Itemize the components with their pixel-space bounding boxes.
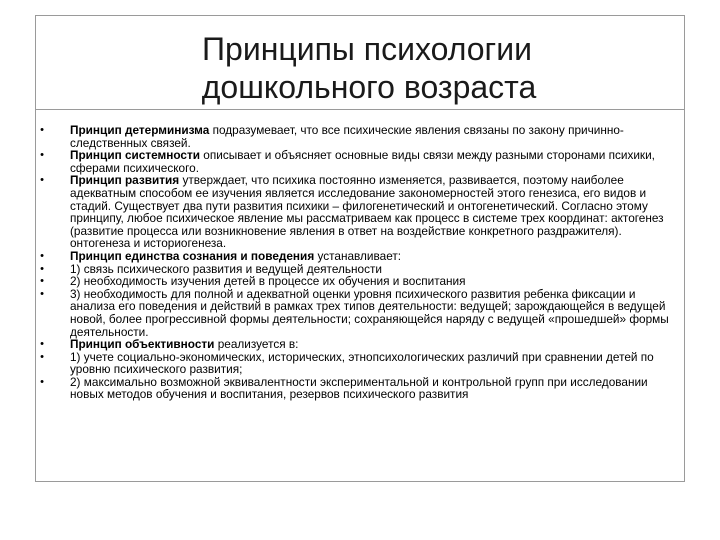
bullet-icon: • — [40, 249, 44, 262]
principle-term: Принцип объективности — [70, 337, 215, 352]
list-item — [36, 174, 676, 250]
bullet-icon: • — [40, 149, 44, 162]
list-item — [36, 149, 676, 174]
principle-text: 1) учете социально-экономических, исторических, этнопсихологических различий при сравнении детей по уровню психического развития; — [70, 349, 654, 377]
principles-list — [36, 124, 676, 401]
principle-text: 2) максимально возможной эквивалентности экспериментальной и контрольной групп при исследовании новых методов обучения и воспитания, резервов психического развития — [70, 374, 648, 402]
principle-term: Принцип системности — [70, 148, 201, 163]
principle-text: 2) необходимость изучения детей в процессе их обучения и воспитания — [70, 274, 466, 289]
bullet-icon: • — [40, 124, 44, 136]
bullet-icon: • — [40, 287, 44, 300]
list-item — [36, 351, 676, 376]
bullet-icon: • — [40, 375, 44, 388]
principle-text: 3) необходимость для полной и адекватной оценки уровня психического развития ребенка фиксации и анализа его поведения и действий в рамках трех типов деятельности: ведущей; зарождающейся в ведущей новой, более прогрессивной формы деятельности; сохраняющейся наряду с ведущей «прошедшей» формы деятельности. — [70, 286, 669, 339]
list-item — [36, 288, 676, 338]
principle-term: Принцип детерминизма — [70, 123, 210, 137]
list-item — [36, 124, 676, 149]
slide-title — [36, 16, 684, 110]
title-line-1: Принципы психологии — [202, 31, 532, 67]
bullet-icon: • — [40, 262, 44, 275]
principle-term: Принцип единства сознания и поведения — [70, 248, 315, 263]
list-item — [36, 376, 676, 401]
principle-term: Принцип развития — [70, 173, 180, 188]
principle-text: подразумевает, что все психические явления связаны по закону причинно-следственных связей. — [70, 123, 624, 150]
principle-text: реализуется в: — [214, 337, 299, 352]
principle-text: описывает и объясняет основные виды связи между разными сторонами психики, сферами психического. — [70, 148, 655, 175]
principle-text: 1) связь психического развития и ведущей деятельности — [70, 261, 382, 276]
title-line-2: дошкольного возраста — [201, 69, 537, 105]
principle-text: утверждает, что психика постоянно изменяется, развивается, поэтому наиболее адекватным способом ее изучения является исследование закономерностей этого генезиса, его видов и стадий. Существует два пути развития психики – филогенетический и онтогенетический. Согласно этому принципу, любое психическое явление мы рассматриваем как процесс в системе трех координат: актогенез (развитие процесса или возникновение явления в ответ на воздействие конкретного раздражителя). онтогенеза и историогенеза. — [70, 173, 664, 251]
bullet-icon: • — [40, 350, 44, 363]
bullet-icon: • — [40, 275, 44, 288]
bullet-icon: • — [40, 174, 44, 187]
principle-text: устанавливает: — [314, 248, 402, 263]
bullet-icon: • — [40, 338, 44, 351]
